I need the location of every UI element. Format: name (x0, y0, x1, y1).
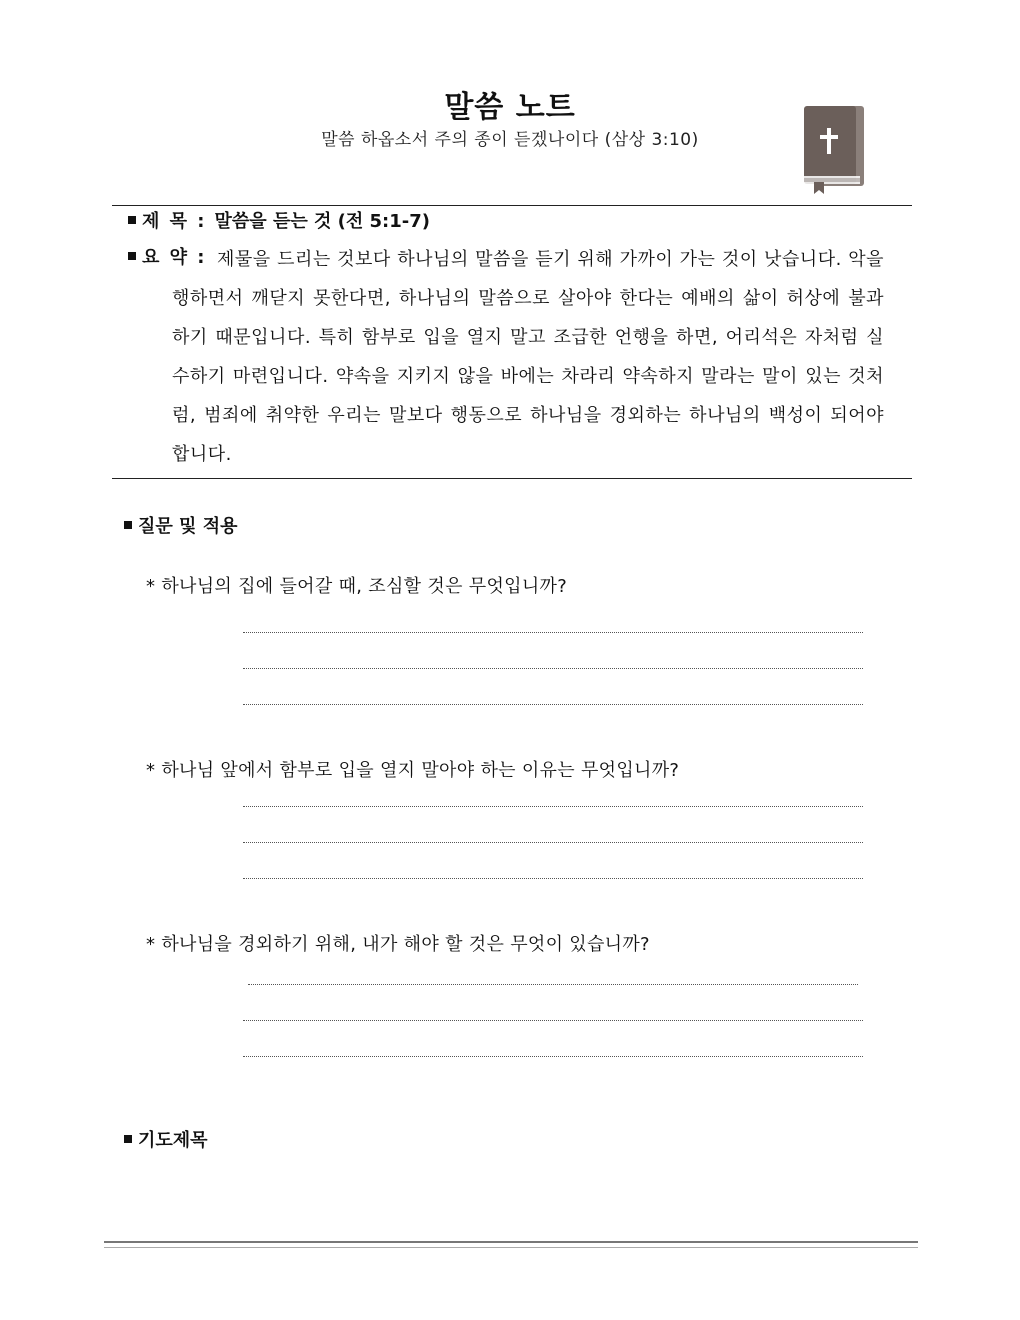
title-label: 제 목 : (142, 211, 207, 232)
summary-divider (112, 478, 912, 479)
prayer-heading (124, 1128, 208, 1154)
page-subtitle: 말씀 하옵소서 주의 종이 듣겠나이다 (삼상 3:10) (321, 130, 699, 150)
answer-line[interactable] (248, 984, 858, 985)
bullet-icon (124, 521, 132, 529)
answer-line[interactable] (243, 704, 863, 705)
answer-line[interactable] (243, 1056, 863, 1057)
answer-line[interactable] (243, 878, 863, 879)
prayer-heading-label: 기도제목 (138, 1130, 208, 1151)
answer-line[interactable] (243, 842, 863, 843)
bullet-icon (128, 252, 136, 260)
page-title: 말씀 노트 (444, 90, 576, 125)
summary-label: 요 약 : (142, 247, 207, 268)
bible-icon (800, 104, 868, 194)
title-value: 말씀을 듣는 것 (전 5:1-7) (214, 211, 430, 232)
answer-line[interactable] (243, 668, 863, 669)
answer-line[interactable] (243, 1020, 863, 1021)
bottom-divider (104, 1241, 918, 1248)
bullet-icon (124, 1135, 132, 1143)
answer-line[interactable] (243, 806, 863, 807)
sermon-title-row (128, 208, 430, 236)
bullet-icon (128, 216, 136, 224)
top-divider (112, 205, 912, 206)
question-2: * 하나님 앞에서 함부로 입을 열지 말아야 하는 이유는 무엇입니까? (146, 760, 680, 781)
questions-heading-label: 질문 및 적용 (138, 516, 238, 537)
questions-heading (124, 514, 237, 540)
summary-text: 제물을 드리는 것보다 하나님의 말씀을 듣기 위해 가까이 가는 것이 낫습니다. 악을 행하면서 깨닫지 못한다면, 하나님의 말씀으로 살아야 한다는 예배의 삶이 허상에 불과하기 때문입니다. 특히 함부로 입을 열지 말고 조급한 언행을 하면, 어리석은 자처럼 실수하기 마련입니다. 약속을 지키지 않을 바에는 차라리 약속하지 말라는 말이 있는 것처럼, 범죄에 취약한 우리는 말보다 행동으로 하나님을 경외하는 하나님의 백성이 되어야 합니다. (172, 249, 884, 465)
question-1: * 하나님의 집에 들어갈 때, 조심할 것은 무엇입니까? (146, 576, 568, 597)
question-3: * 하나님을 경외하기 위해, 내가 해야 할 것은 무엇이 있습니까? (146, 934, 650, 955)
answer-line[interactable] (243, 632, 863, 633)
